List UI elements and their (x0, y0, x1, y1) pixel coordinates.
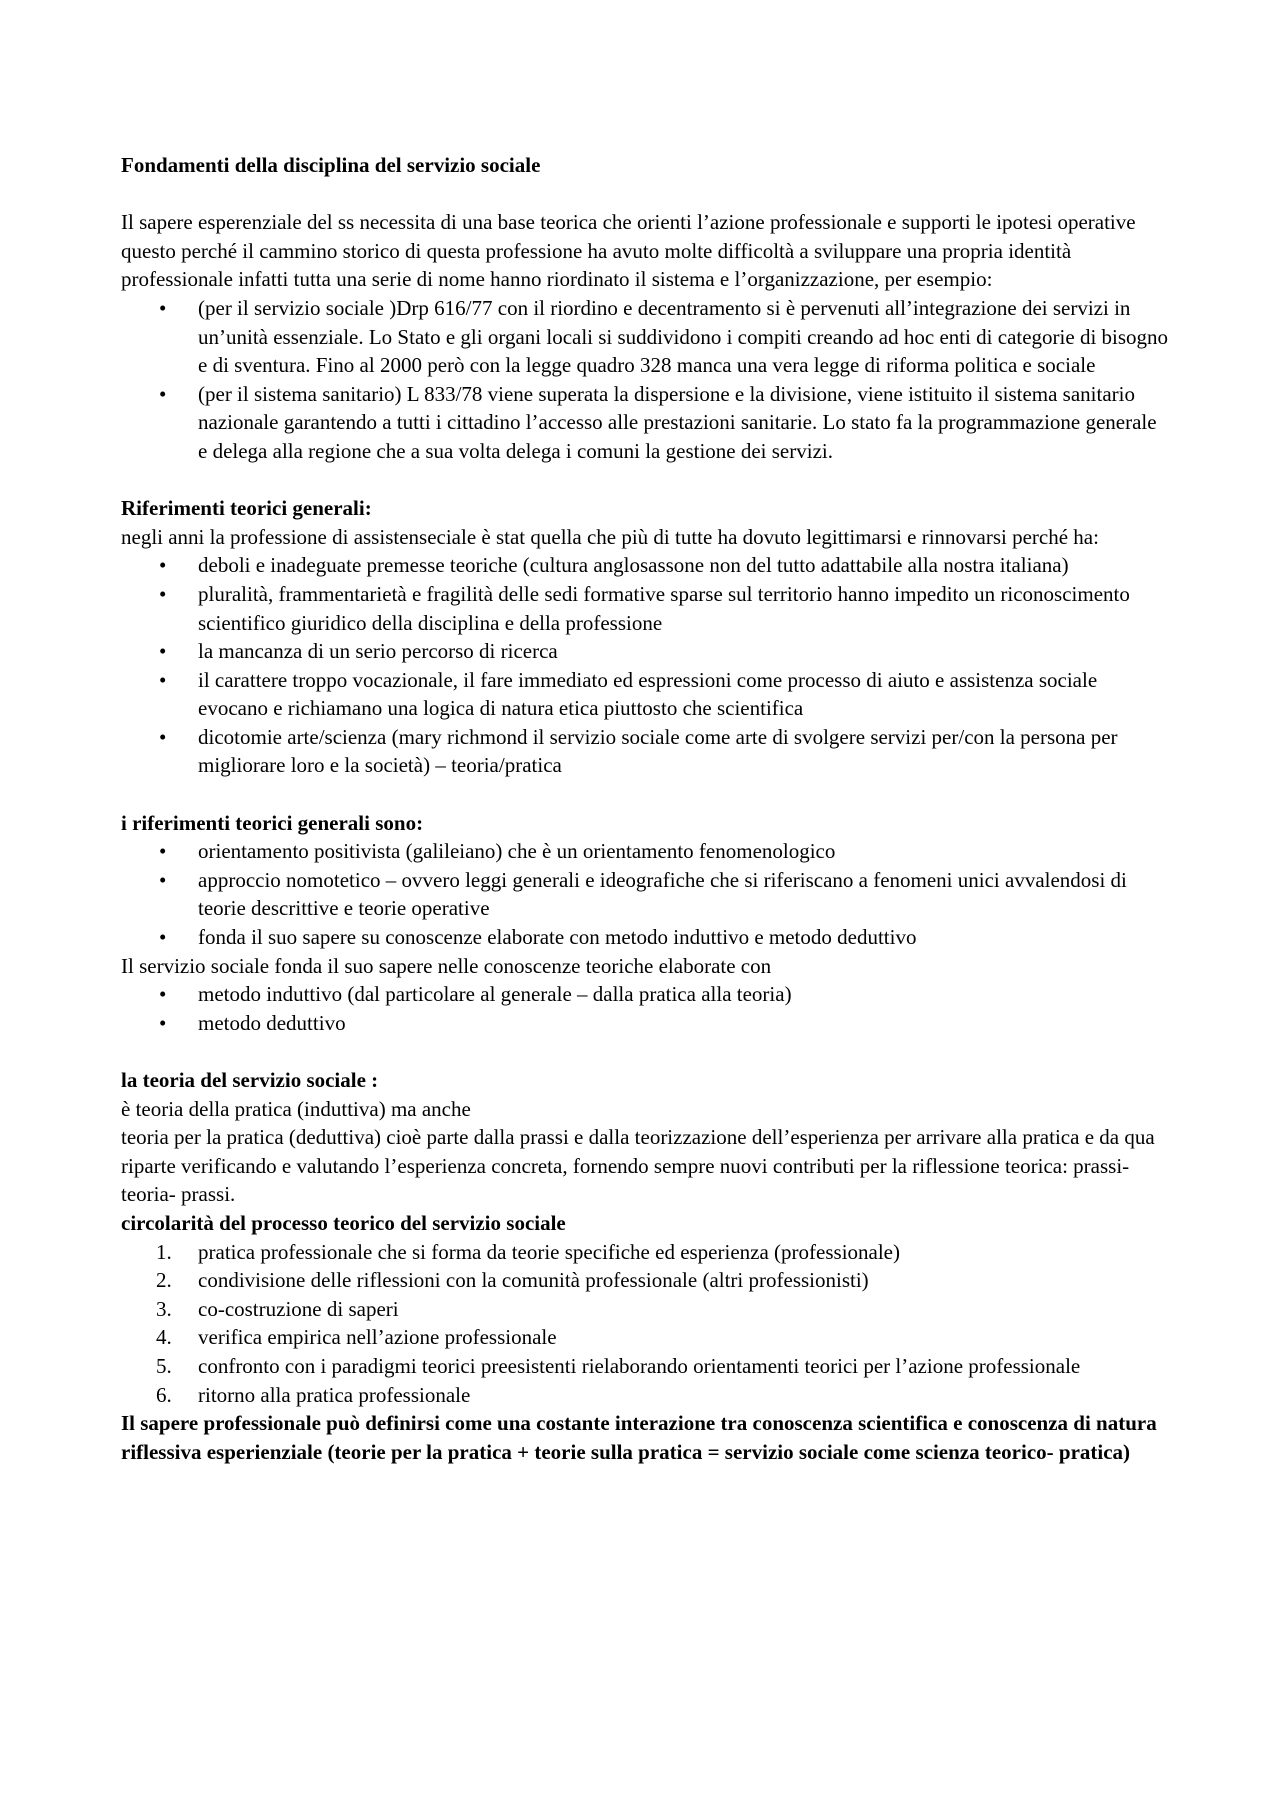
list-item-text: metodo deduttivo (198, 1010, 346, 1035)
generali-paragraph: Il servizio sociale fonda il suo sapere nelle conoscenze teoriche elaborate con (121, 953, 772, 978)
numbered-list-item (121, 1238, 1171, 1267)
list-item-text: ritorno alla pratica professionale (198, 1382, 471, 1407)
list-item-text: confronto con i paradigmi teorici preesistenti rielaborando orientamenti teorici per l’azione professionale (198, 1353, 1081, 1378)
bullet-list-item (121, 923, 1171, 952)
numbered-list-item (121, 1323, 1171, 1352)
list-number: 3. (156, 1296, 172, 1321)
list-number: 2. (156, 1268, 172, 1293)
list-number: 6. (156, 1382, 172, 1407)
list-number: 4. (156, 1325, 172, 1350)
bullet-icon: • (159, 639, 167, 664)
list-item-text: la mancanza di un serio percorso di ricerca (198, 639, 558, 664)
riferimenti-paragraph: negli anni la professione di assistenseciale è stat quella che più di tutte ha dovuto legittimarsi e rinnovarsi perché ha: (121, 524, 1099, 549)
metodi-bullet-list (121, 980, 1171, 1037)
list-item-text: dicotomie arte/scienza (mary richmond il servizio sociale come arte di svolgere servizi per/con la persona per migliorare loro e la società) – teoria/pratica (198, 724, 1118, 778)
bullet-list-item (121, 723, 1171, 780)
bullet-icon: • (159, 553, 167, 578)
list-item-text: condivisione delle riflessioni con la comunità professionale (altri professionisti) (198, 1268, 869, 1293)
list-item-text: pluralità, frammentarietà e fragilità delle sedi formative sparse sul territorio hanno impedito un riconoscimento scientifico giuridico della disciplina e della professione (198, 581, 1130, 635)
teoria-line-1: è teoria della pratica (induttiva) ma anche (121, 1096, 471, 1121)
document-title: Fondamenti della disciplina del servizio sociale (121, 153, 541, 177)
bullet-icon: • (159, 581, 167, 606)
bullet-icon: • (159, 1010, 167, 1035)
riferimenti-bullet-list (121, 551, 1171, 780)
bullet-icon: • (159, 982, 167, 1007)
generali-bullet-list (121, 837, 1171, 951)
bullet-list-item (121, 666, 1171, 723)
list-item-text: fonda il suo sapere su conoscenze elaborate con metodo induttivo e metodo deduttivo (198, 925, 917, 950)
teoria-heading: la teoria del servizio sociale : (121, 1068, 379, 1092)
list-item-text: (per il sistema sanitario) L 833/78 viene superata la dispersione e la divisione, viene istituito il sistema sanitario nazionale garantendo a tutti i cittadino l’accesso alle prestazioni sanitarie. Lo stato fa la programmazione generale e delega alla regione che a sua volta delega i comuni la gestione dei servizi. (198, 381, 1157, 463)
bullet-icon: • (159, 867, 167, 892)
list-item-text: approccio nomotetico – ovvero leggi generali e ideografiche che si riferiscano a fenomeni unici avvalendosi di teorie descrittive e teorie operative (198, 867, 1127, 921)
circolarita-numbered-list (121, 1238, 1171, 1410)
list-number: 5. (156, 1353, 172, 1378)
numbered-list-item (121, 1352, 1171, 1381)
numbered-list-item (121, 1295, 1171, 1324)
closing-statement: Il sapere professionale può definirsi come una costante interazione tra conoscenza scientifica e conoscenza di natura riflessiva esperienziale (teorie per la pratica + teorie sulla pratica = servizio sociale come scienza teorico- pratica) (121, 1411, 1157, 1464)
bullet-icon: • (159, 839, 167, 864)
bullet-icon: • (159, 925, 167, 950)
bullet-list-item (121, 580, 1171, 637)
list-item-text: verifica empirica nell’azione professionale (198, 1325, 557, 1350)
bullet-icon: • (159, 724, 167, 749)
numbered-list-item (121, 1381, 1171, 1410)
intro-paragraph: Il sapere esperenziale del ss necessita di una base teorica che orienti l’azione professionale e supporti le ipotesi operative questo perché il cammino storico di questa professione ha avuto molte difficoltà a sviluppare una propria identità professionale infatti tutta una serie di nome hanno riordinato il sistema e l’organizzazione, per esempio: (121, 210, 1136, 292)
list-item-text: metodo induttivo (dal particolare al generale – dalla pratica alla teoria) (198, 982, 792, 1007)
list-number: 1. (156, 1239, 172, 1264)
bullet-icon: • (159, 295, 167, 320)
generali-heading: i riferimenti teorici generali sono: (121, 810, 424, 835)
bullet-list-item (121, 980, 1171, 1009)
bullet-list-item (121, 637, 1171, 666)
bullet-list-item (121, 837, 1171, 866)
bullet-icon: • (159, 381, 167, 406)
bullet-list-item (121, 551, 1171, 580)
list-item-text: co-costruzione di saperi (198, 1296, 399, 1321)
teoria-line-2: teoria per la pratica (deduttiva) cioè parte dalla prassi e dalla teorizzazione dell’esperienza per arrivare alla pratica e da qua riparte verificando e valutando l’esperienza concreta, fornendo sempre nuovi contributi per la riflessione teorica: prassi- teoria- prassi. (121, 1125, 1155, 1207)
intro-bullet-list (121, 294, 1171, 466)
list-item-text: (per il servizio sociale )Drp 616/77 con il riordino e decentramento si è pervenuti all’integrazione dei servizi in un’unità essenziale. Lo Stato e gli organi locali si suddividono i compiti creando ad hoc enti di categorie di bisogno e di sventura. Fino al 2000 però con la legge quadro 328 manca una vera legge di riforma politica e sociale (198, 295, 1169, 378)
list-item-text: il carattere troppo vocazionale, il fare immediato ed espressioni come processo di aiuto e assistenza sociale evocano e richiamano una logica di natura etica piuttosto che scientifica (198, 667, 1098, 721)
list-item-text: pratica professionale che si forma da teorie specifiche ed esperienza (professionale) (198, 1239, 900, 1264)
bullet-list-item (121, 294, 1171, 380)
list-item-text: orientamento positivista (galileiano) che è un orientamento fenomenologico (198, 839, 836, 864)
document-body (121, 151, 1171, 1466)
bullet-icon: • (159, 667, 167, 692)
list-item-text: deboli e inadeguate premesse teoriche (cultura anglosassone non del tutto adattabile alla nostra italiana) (198, 553, 1069, 578)
numbered-list-item (121, 1266, 1171, 1295)
circolarita-heading: circolarità del processo teorico del servizio sociale (121, 1210, 566, 1235)
bullet-list-item (121, 380, 1171, 466)
bullet-list-item (121, 866, 1171, 923)
riferimenti-heading: Riferimenti teorici generali: (121, 496, 372, 521)
bullet-list-item (121, 1009, 1171, 1038)
